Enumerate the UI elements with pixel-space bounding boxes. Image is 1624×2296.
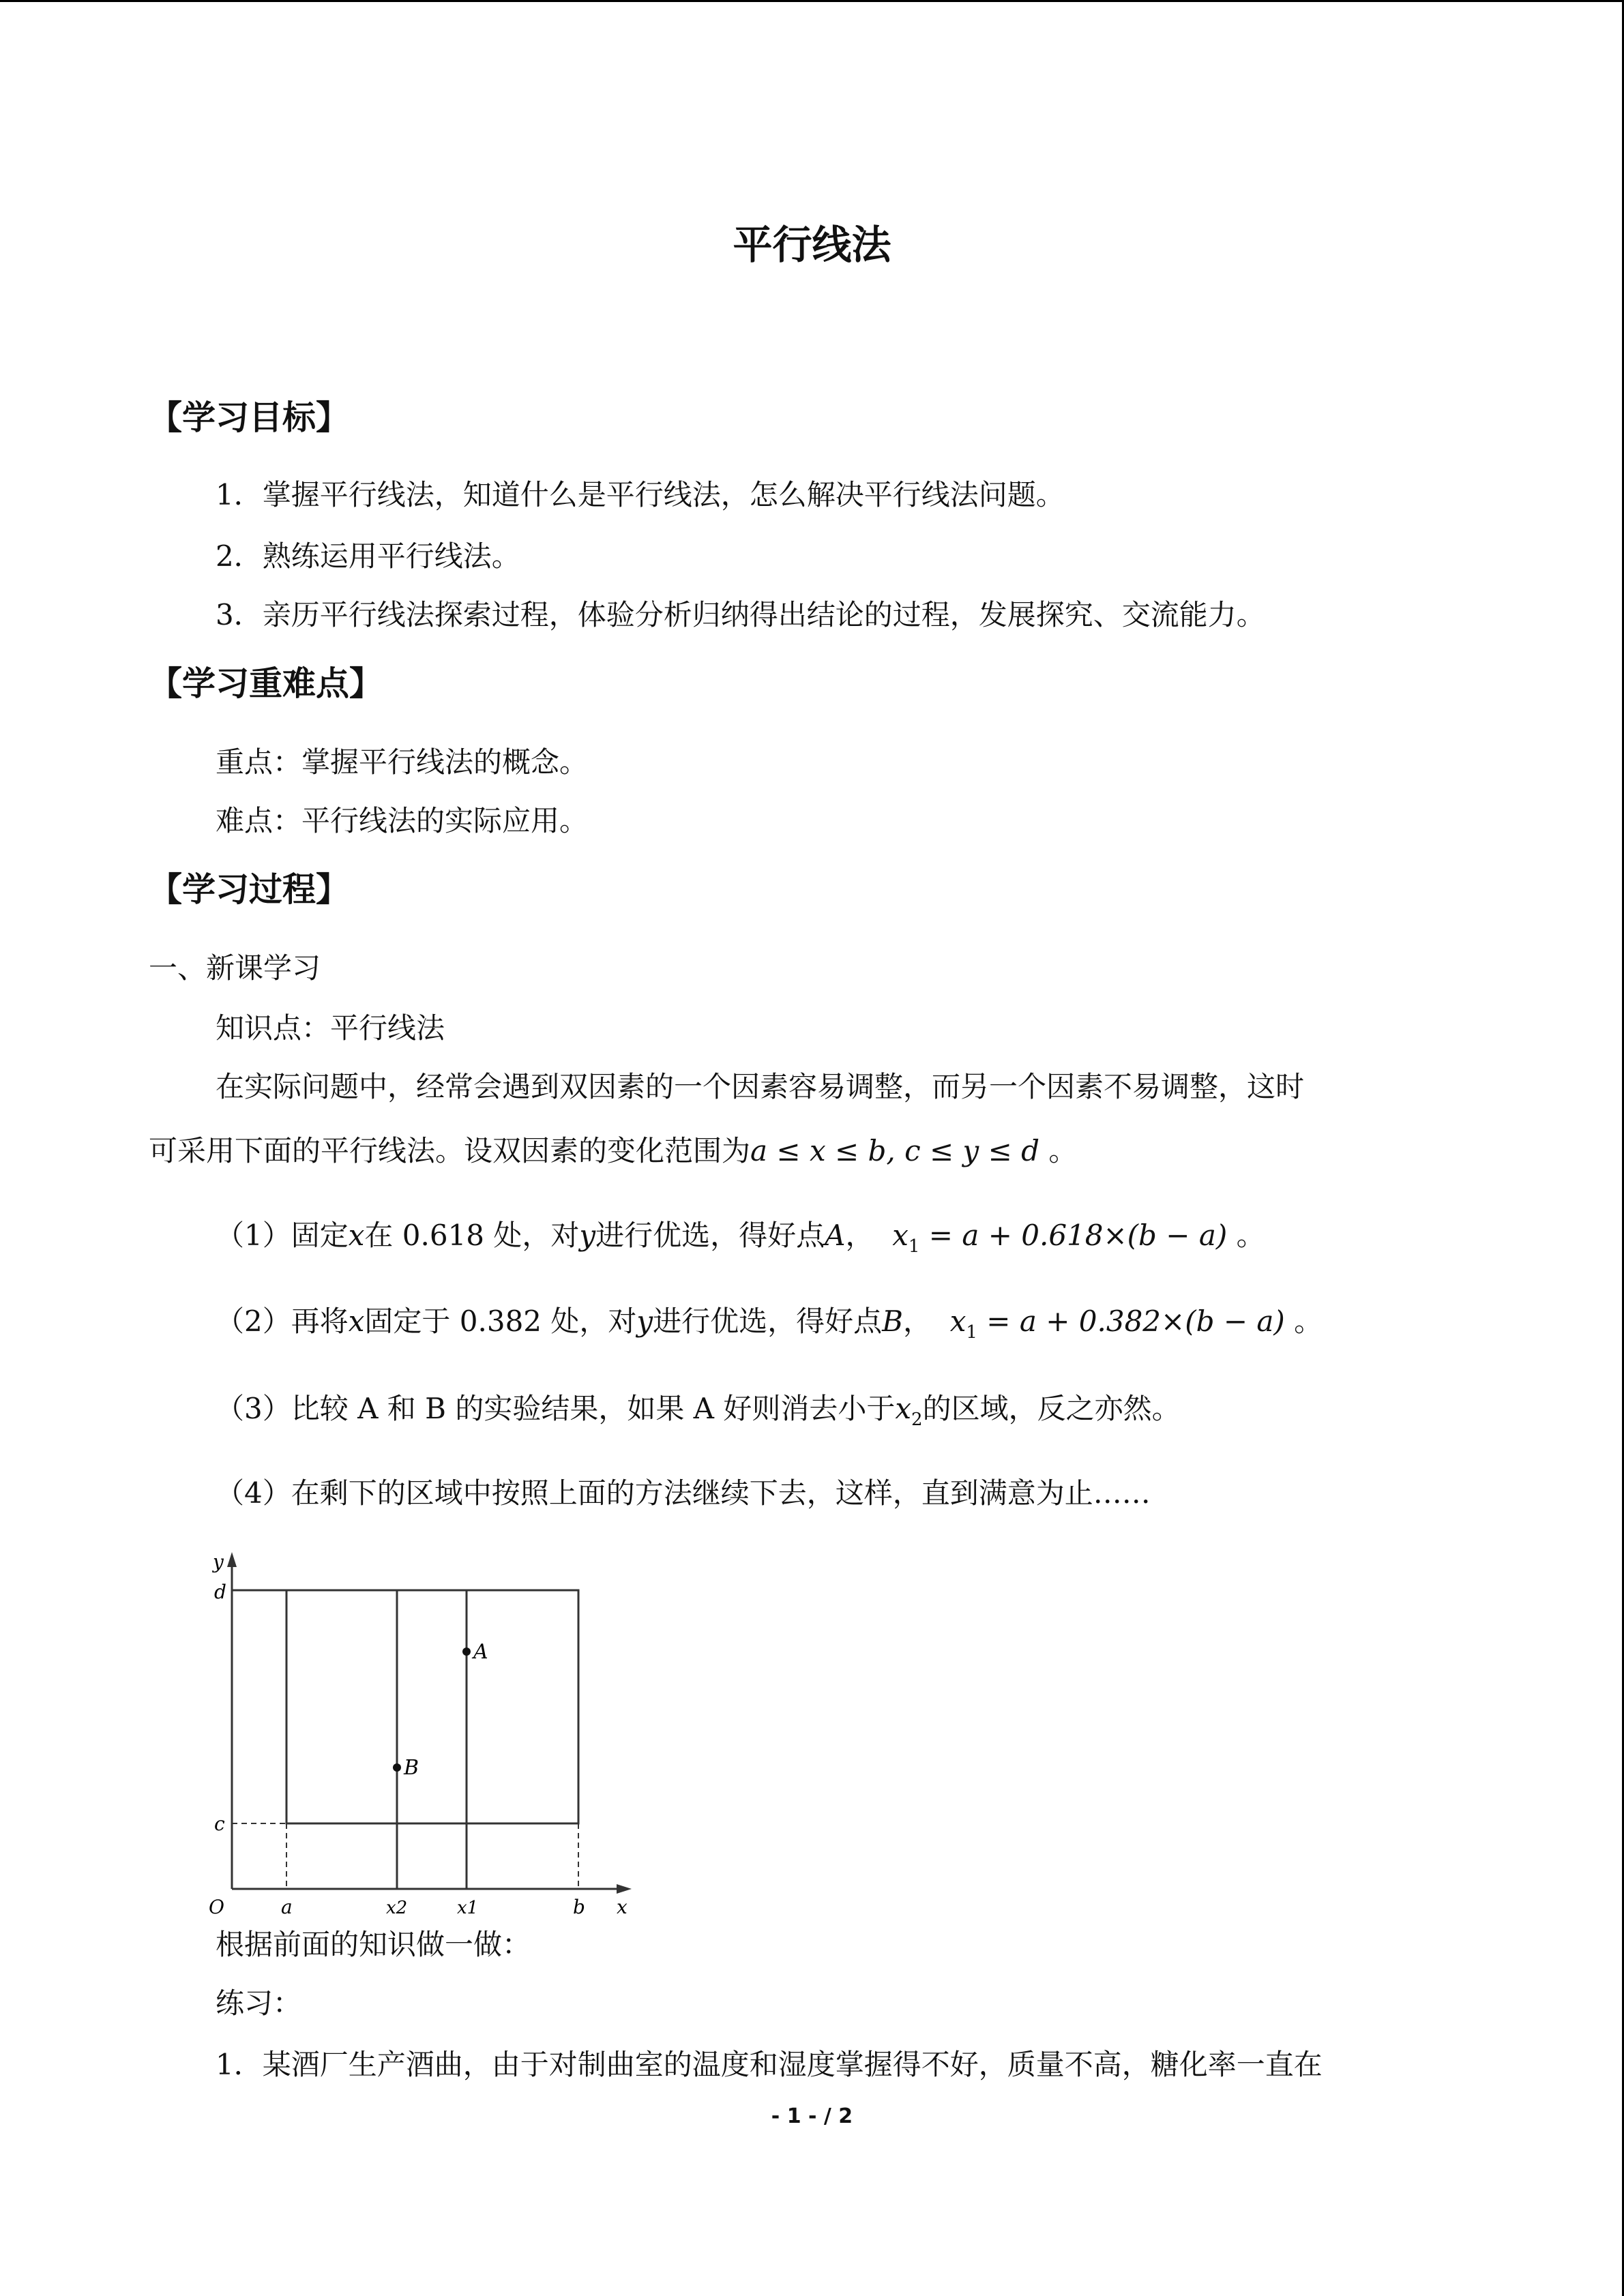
variable-range-formula: a ≤ x ≤ b, c ≤ y ≤ d — [750, 1134, 1040, 1167]
math-var-x2: x — [895, 1392, 912, 1425]
x1-label: x1 — [457, 1898, 479, 1918]
math-var-y: y — [636, 1304, 653, 1338]
step-3-text: （3）比较 A 和 B 的实验结果，如果 A 好则消去小于 — [216, 1392, 896, 1425]
page-top-border — [0, 0, 1624, 2]
step-2-end: 。 — [1284, 1304, 1323, 1338]
step-2 — [216, 1301, 1323, 1353]
keypoint-focus: 重点：掌握平行线法的概念。 — [216, 745, 589, 779]
section-heading-process: 【学习过程】 — [149, 870, 350, 909]
intro-line-2-prefix: 可采用下面的平行线法。设双因素的变化范围为 — [149, 1134, 751, 1167]
math-var-x: x — [348, 1219, 365, 1252]
x-axis-label: x — [617, 1896, 628, 1918]
x-axis-arrow — [617, 1884, 632, 1894]
page-number: - 1 - / 2 — [771, 2104, 853, 2128]
step-2-text: 进行优选，得好点 — [653, 1304, 883, 1338]
origin-label: O — [209, 1896, 224, 1918]
point-b-label: B — [404, 1756, 419, 1780]
point-a-dot — [462, 1648, 471, 1656]
step-1 — [216, 1215, 1265, 1267]
step-1-text: 在 0.618 处，对 — [364, 1219, 580, 1252]
objective-item: 1．掌握平行线法，知道什么是平行线法，怎么解决平行线法问题。 — [216, 478, 1065, 511]
formula-x1-var: x — [949, 1304, 966, 1338]
formula-x1-expression: = a + 0.618×(b − a) — [919, 1219, 1228, 1252]
step-2-text: ， — [903, 1304, 932, 1338]
step-1-end: 。 — [1227, 1219, 1265, 1252]
math-var-x: x — [348, 1304, 365, 1338]
step-4: （4）在剩下的区域中按照上面的方法继续下去，这样，直到满意为止…… — [216, 1476, 1151, 1510]
formula-x1-var: x — [892, 1219, 909, 1252]
subheading-new-lesson: 一、新课学习 — [149, 951, 321, 985]
step-1-text: （1）固定 — [216, 1219, 349, 1252]
step-1-text: ， — [845, 1219, 874, 1252]
objective-item: 2．熟练运用平行线法。 — [216, 539, 520, 573]
y-axis-arrow — [227, 1552, 237, 1567]
step-2-text: （2）再将 — [216, 1304, 349, 1338]
page-title: 平行线法 — [733, 222, 891, 268]
y-axis-label: y — [213, 1551, 224, 1573]
d-label: d — [214, 1581, 226, 1603]
intro-line-2 — [149, 1131, 1077, 1172]
practice-label: 练习： — [216, 1986, 302, 2020]
practice-prompt: 根据前面的知识做一做： — [216, 1928, 531, 1961]
intro-line-2-suffix: 。 — [1039, 1134, 1078, 1167]
section-heading-keypoints: 【学习重难点】 — [149, 664, 383, 703]
math-point-b: B — [882, 1304, 903, 1338]
step-3-text: 的区域，反之亦然。 — [922, 1392, 1181, 1425]
step-1-text: 进行优选，得好点 — [595, 1219, 825, 1252]
keypoint-difficulty: 难点：平行线法的实际应用。 — [216, 804, 589, 837]
x2-label: x2 — [386, 1898, 408, 1918]
region-rectangle — [286, 1590, 578, 1823]
objective-item: 3．亲历平行线法探索过程，体验分析归纳得出结论的过程，发展探究、交流能力。 — [216, 598, 1265, 631]
point-b-dot — [393, 1763, 401, 1772]
intro-line-1: 在实际问题中，经常会遇到双因素的一个因素容易调整，而另一个因素不易调整，这时 — [216, 1070, 1305, 1103]
formula-x1-sub: 1 — [908, 1236, 920, 1257]
parallel-line-method-figure — [205, 1548, 641, 1918]
b-label: b — [573, 1896, 585, 1918]
point-a-label: A — [473, 1640, 488, 1664]
a-label: a — [281, 1896, 293, 1918]
knowledge-point: 知识点：平行线法 — [216, 1011, 445, 1045]
formula-x1-sub: 1 — [966, 1322, 977, 1343]
formula-x1-expression: = a + 0.382×(b − a) — [977, 1304, 1285, 1338]
math-var-y: y — [579, 1219, 596, 1252]
section-heading-objectives: 【学习目标】 — [149, 398, 350, 437]
c-label: c — [214, 1813, 225, 1835]
math-var-x2-sub: 2 — [911, 1410, 923, 1430]
step-3 — [216, 1388, 1181, 1440]
math-point-a: A — [825, 1219, 846, 1252]
practice-question-1: 1．某酒厂生产酒曲，由于对制曲室的温度和湿度掌握得不好，质量不高，糖化率一直在 — [216, 2048, 1323, 2081]
step-2-text: 固定于 0.382 处，对 — [364, 1304, 637, 1338]
